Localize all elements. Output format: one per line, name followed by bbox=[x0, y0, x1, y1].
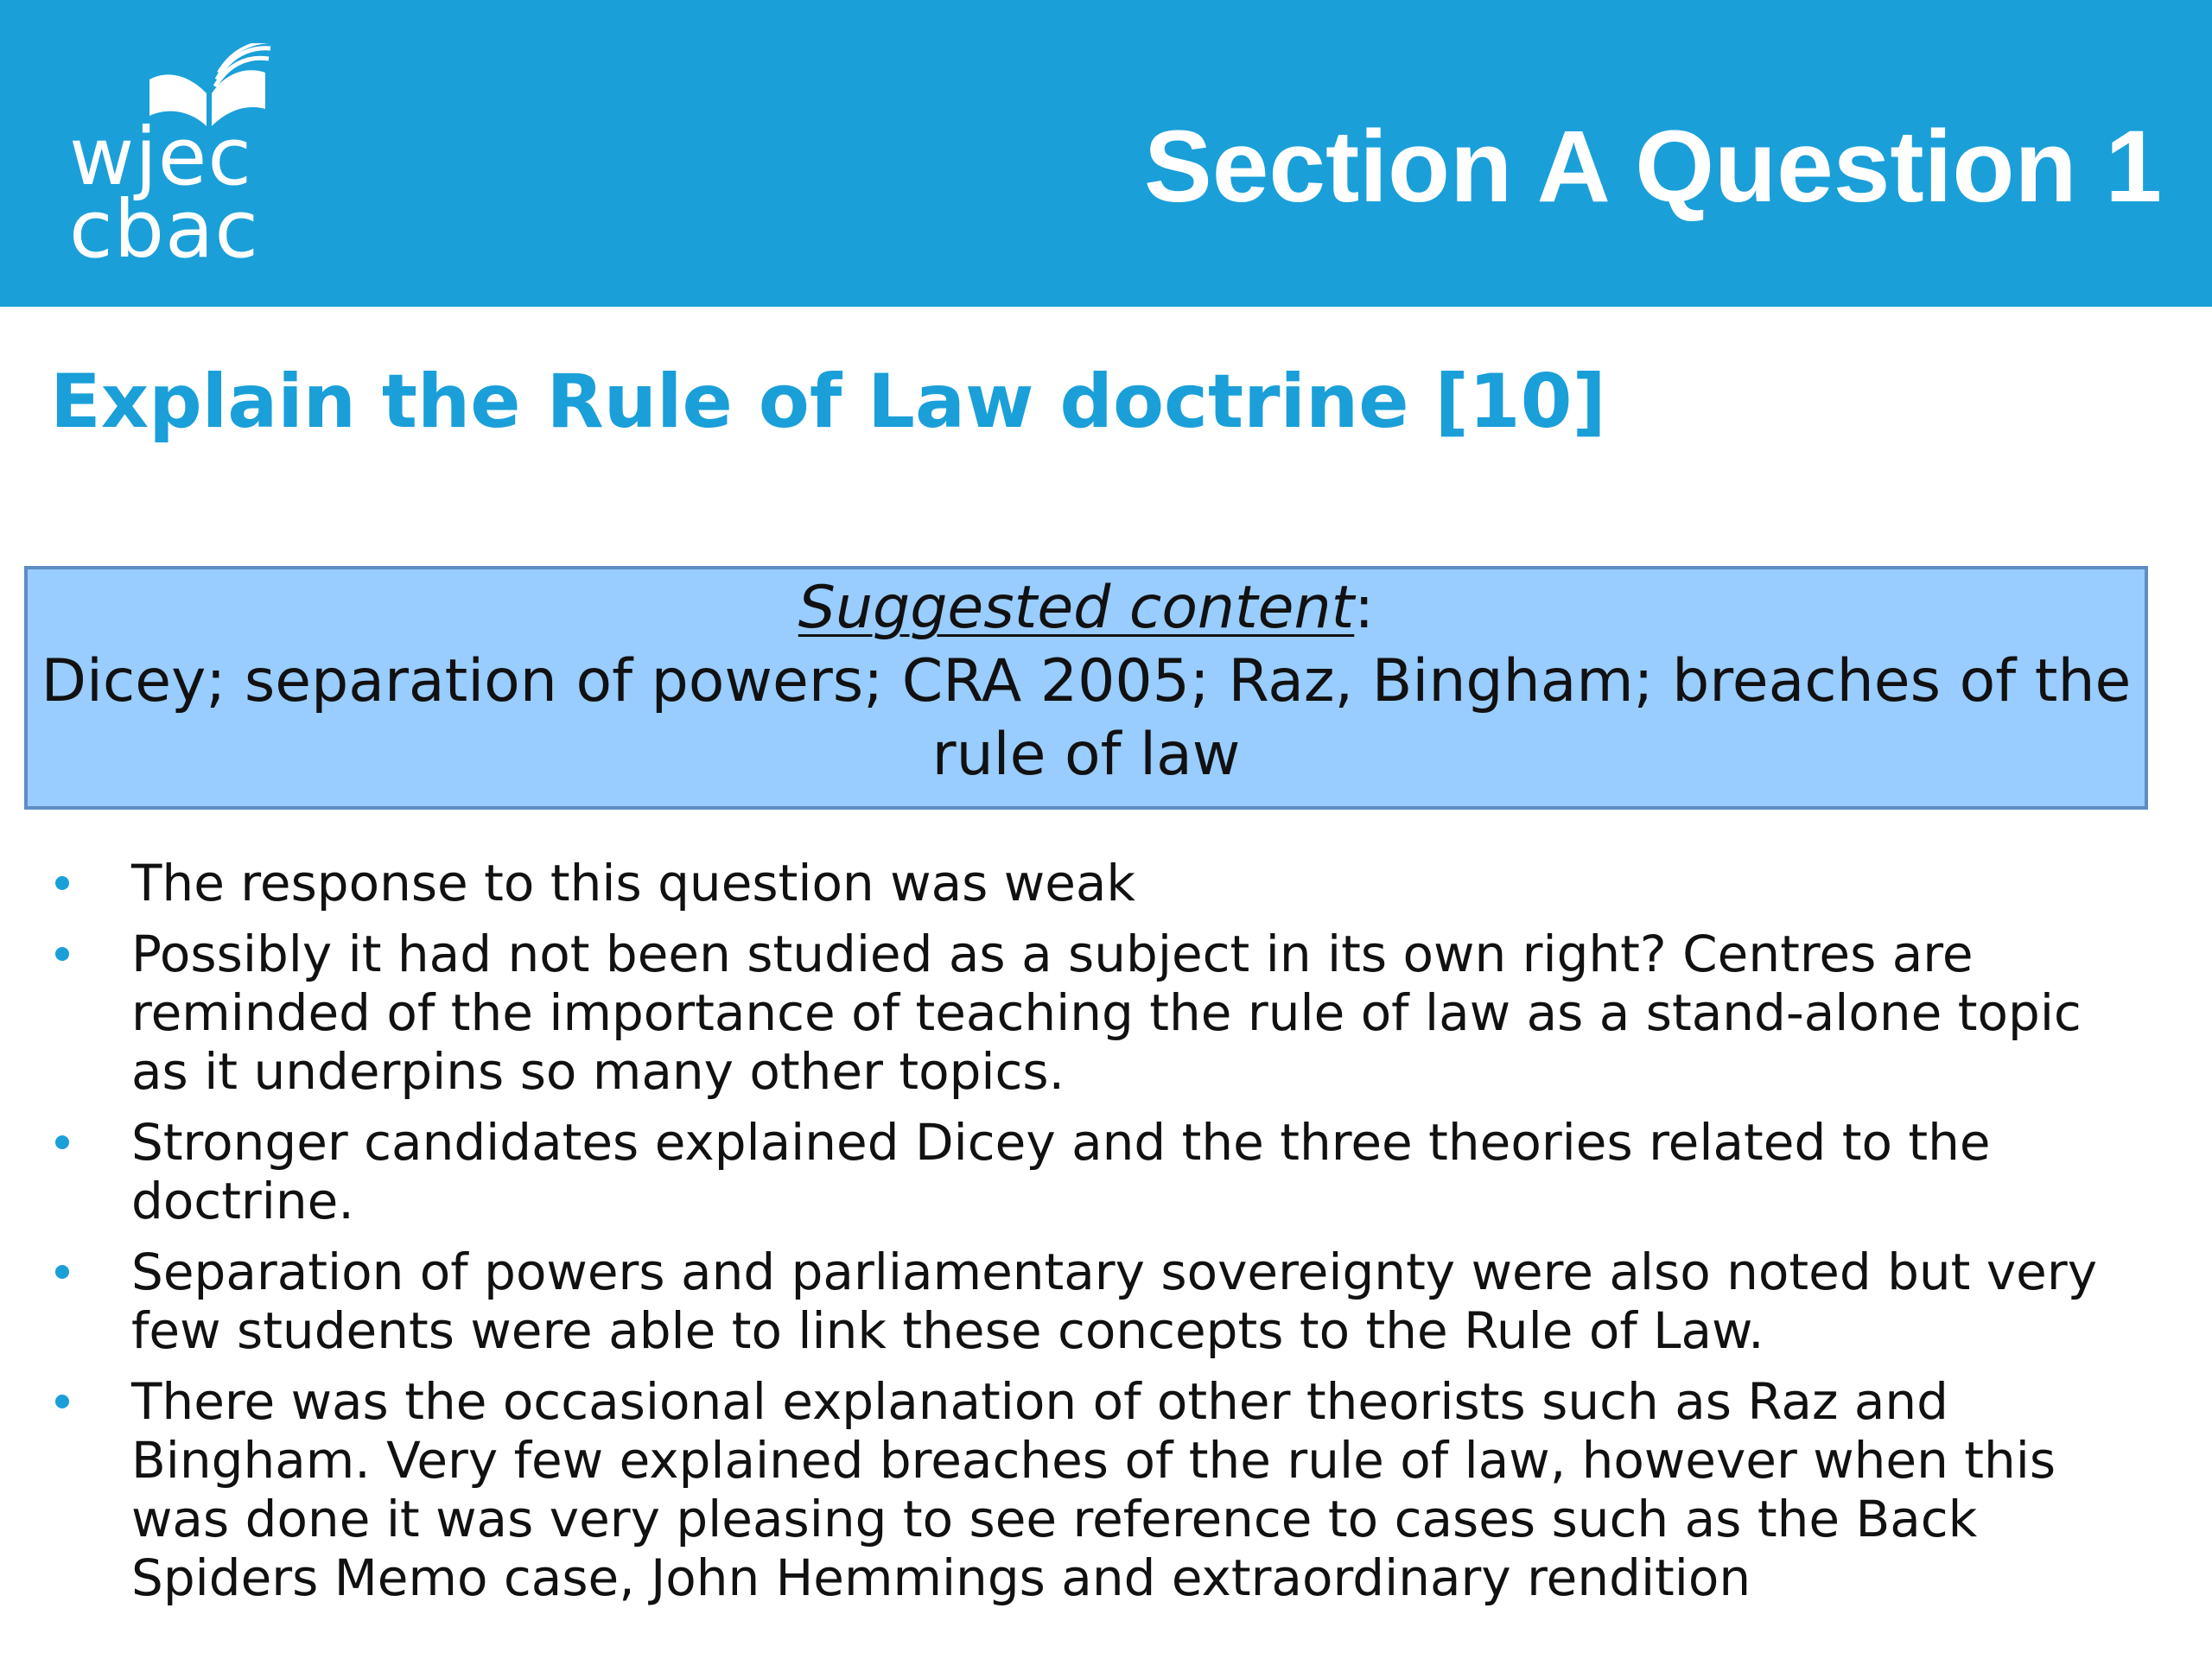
section-title: Section A Question 1 bbox=[1144, 110, 2162, 224]
bullet-item bbox=[50, 1113, 2150, 1230]
suggested-content-box bbox=[24, 566, 2148, 810]
bullet-dot-icon bbox=[55, 947, 69, 961]
header-banner bbox=[0, 0, 2212, 307]
suggested-content-heading bbox=[28, 571, 2145, 645]
bullet-text: The response to this question was weak bbox=[131, 854, 1136, 912]
bullet-dot-icon bbox=[55, 1135, 69, 1149]
bullet-item bbox=[50, 1372, 2150, 1607]
bullet-dot-icon bbox=[55, 876, 69, 890]
suggested-content-colon: : bbox=[1354, 574, 1375, 642]
logo-text-wjec: wjec bbox=[69, 111, 252, 203]
bullet-text: Separation of powers and parliamentary sovereignty were also noted but very few students were able to link these concepts to the Rule of Law. bbox=[131, 1243, 2098, 1360]
bullet-dot-icon bbox=[55, 1395, 69, 1408]
suggested-content-label: Suggested content bbox=[798, 574, 1355, 642]
bullet-text: Possibly it had not been studied as a subject in its own right? Centres are reminded of the importance of teaching the rule of law as a stand-alone topic as it underpins so many other topics. bbox=[131, 925, 2082, 1101]
bullet-text: There was the occasional explanation of other theorists such as Raz and Bingham. Very few explained breaches of the rule of law, however when this was done it was very pleasing to see reference to cases such as the Back Spiders Memo case, John Hemmings and extraordinary rendition bbox=[131, 1372, 2056, 1607]
bullet-item bbox=[50, 854, 2150, 912]
logo-text-cbac: cbac bbox=[69, 183, 259, 276]
question-heading: Explain the Rule of Law doctrine [10] bbox=[50, 359, 1606, 445]
feedback-bullet-list bbox=[50, 854, 2150, 1619]
bullet-item bbox=[50, 925, 2150, 1101]
suggested-content-body: Dicey; separation of powers; CRA 2005; Raz, Bingham; breaches of the rule of law bbox=[41, 647, 2132, 789]
bullet-text: Stronger candidates explained Dicey and the three theories related to the doctrine. bbox=[131, 1113, 1991, 1230]
bullet-item bbox=[50, 1243, 2150, 1360]
bullet-dot-icon bbox=[55, 1265, 69, 1279]
wjec-cbac-logo bbox=[69, 43, 276, 276]
